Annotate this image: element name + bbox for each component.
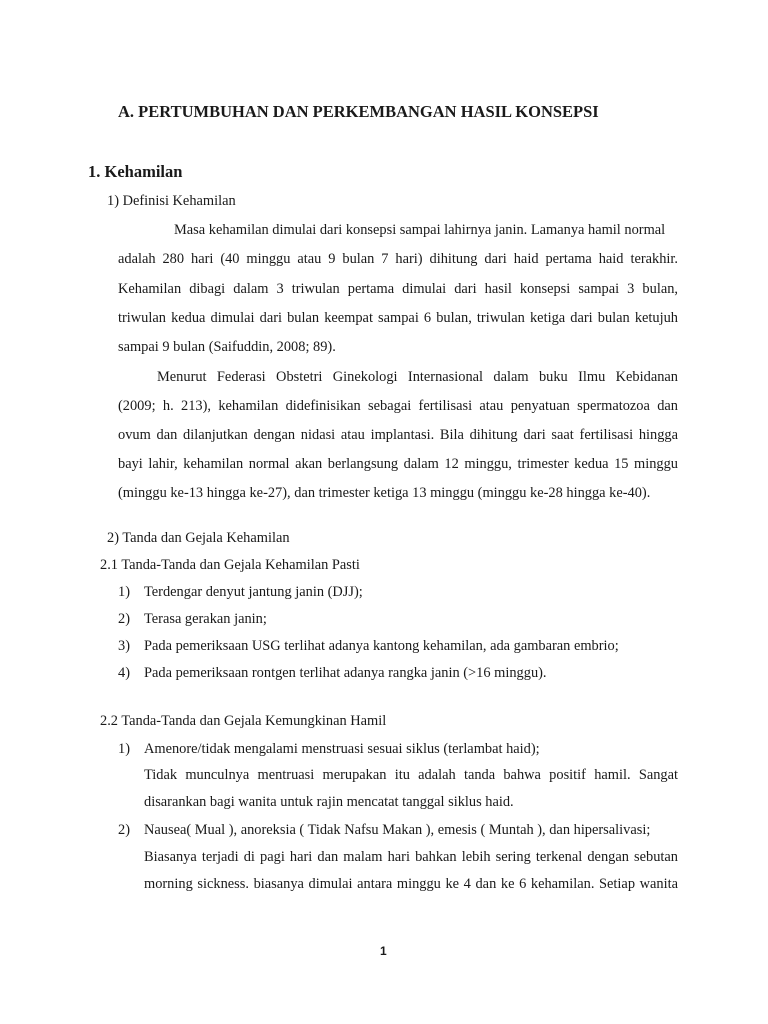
list-number: 2) bbox=[118, 822, 130, 838]
list-item: Nausea( Mual ), anoreksia ( Tidak Nafsu Makan ), emesis ( Muntah ), dan hipersalivasi; bbox=[144, 822, 651, 838]
para1-line: Masa kehamilan dimulai dari konsepsi sampai lahirnya janin. Lamanya hamil normal bbox=[174, 222, 666, 238]
para2-line: bayi lahir, kehamilan normal akan berlangsung dalam 12 minggu, trimester kedua 15 minggu bbox=[118, 456, 678, 472]
para2-line: Menurut Federasi Obstetri Ginekologi Internasional dalam buku Ilmu Kebidanan bbox=[157, 369, 678, 385]
list-item: Pada pemeriksaan rontgen terlihat adanya rangka janin (>16 minggu). bbox=[144, 665, 547, 681]
para2-line: (minggu ke-13 hingga ke-27), dan trimester ketiga 13 minggu (minggu ke-28 hingga ke-40). bbox=[118, 485, 651, 501]
list-number: 4) bbox=[118, 665, 130, 681]
list-number: 3) bbox=[118, 638, 130, 654]
para2-line: (2009; h. 213), kehamilan didefinisikan sebagai fertilisasi atau penyatuan spermatozoa dan bbox=[118, 398, 678, 414]
subheading-kemungkinan: 2.2 Tanda-Tanda dan Gejala Kemungkinan Hamil bbox=[100, 713, 387, 729]
para1-line: Kehamilan dibagi dalam 3 triwulan pertama dimulai dari hasil konsepsi sampai 3 bulan, bbox=[118, 281, 678, 297]
list-item: Terdengar denyut jantung janin (DJJ); bbox=[144, 584, 363, 600]
list-item-detail: disarankan bagi wanita untuk rajin mencatat tanggal siklus haid. bbox=[144, 794, 514, 810]
subheading-definisi: 1) Definisi Kehamilan bbox=[107, 193, 236, 209]
para1-line: adalah 280 hari (40 minggu atau 9 bulan 7 hari) dihitung dari haid pertama haid terakhir. bbox=[118, 251, 678, 267]
list-item-detail: Tidak munculnya mentruasi merupakan itu adalah tanda bahwa positif hamil. Sangat bbox=[144, 767, 678, 783]
section-heading: 1. Kehamilan bbox=[88, 162, 183, 181]
document-title: A. PERTUMBUHAN DAN PERKEMBANGAN HASIL KONSEPSI bbox=[118, 102, 599, 121]
subheading-tanda: 2) Tanda dan Gejala Kehamilan bbox=[107, 530, 290, 546]
para2-line: ovum dan dilanjutkan dengan nidasi atau implantasi. Bila dihitung dari saat fertilisasi hingga bbox=[118, 427, 678, 443]
para1-line: triwulan kedua dimulai dari bulan keempat sampai 6 bulan, triwulan ketiga dari bulan ketujuh bbox=[118, 310, 678, 326]
para1-line: sampai 9 bulan (Saifuddin, 2008; 89). bbox=[118, 339, 336, 355]
list-item: Pada pemeriksaan USG terlihat adanya kantong kehamilan, ada gambaran embrio; bbox=[144, 638, 619, 654]
list-number: 1) bbox=[118, 584, 130, 600]
list-item-detail: Biasanya terjadi di pagi hari dan malam hari bahkan lebih sering terkenal dengan sebutan bbox=[144, 849, 678, 865]
list-number: 1) bbox=[118, 741, 130, 757]
list-item-detail: morning sickness. biasanya dimulai antara minggu ke 4 dan ke 6 kehamilan. Setiap wanita bbox=[144, 876, 678, 892]
list-item: Terasa gerakan janin; bbox=[144, 611, 267, 627]
list-item: Amenore/tidak mengalami menstruasi sesuai siklus (terlambat haid); bbox=[144, 741, 540, 757]
list-number: 2) bbox=[118, 611, 130, 627]
subheading-tanda-pasti: 2.1 Tanda-Tanda dan Gejala Kehamilan Pasti bbox=[100, 557, 360, 573]
page-number: 1 bbox=[380, 944, 387, 958]
